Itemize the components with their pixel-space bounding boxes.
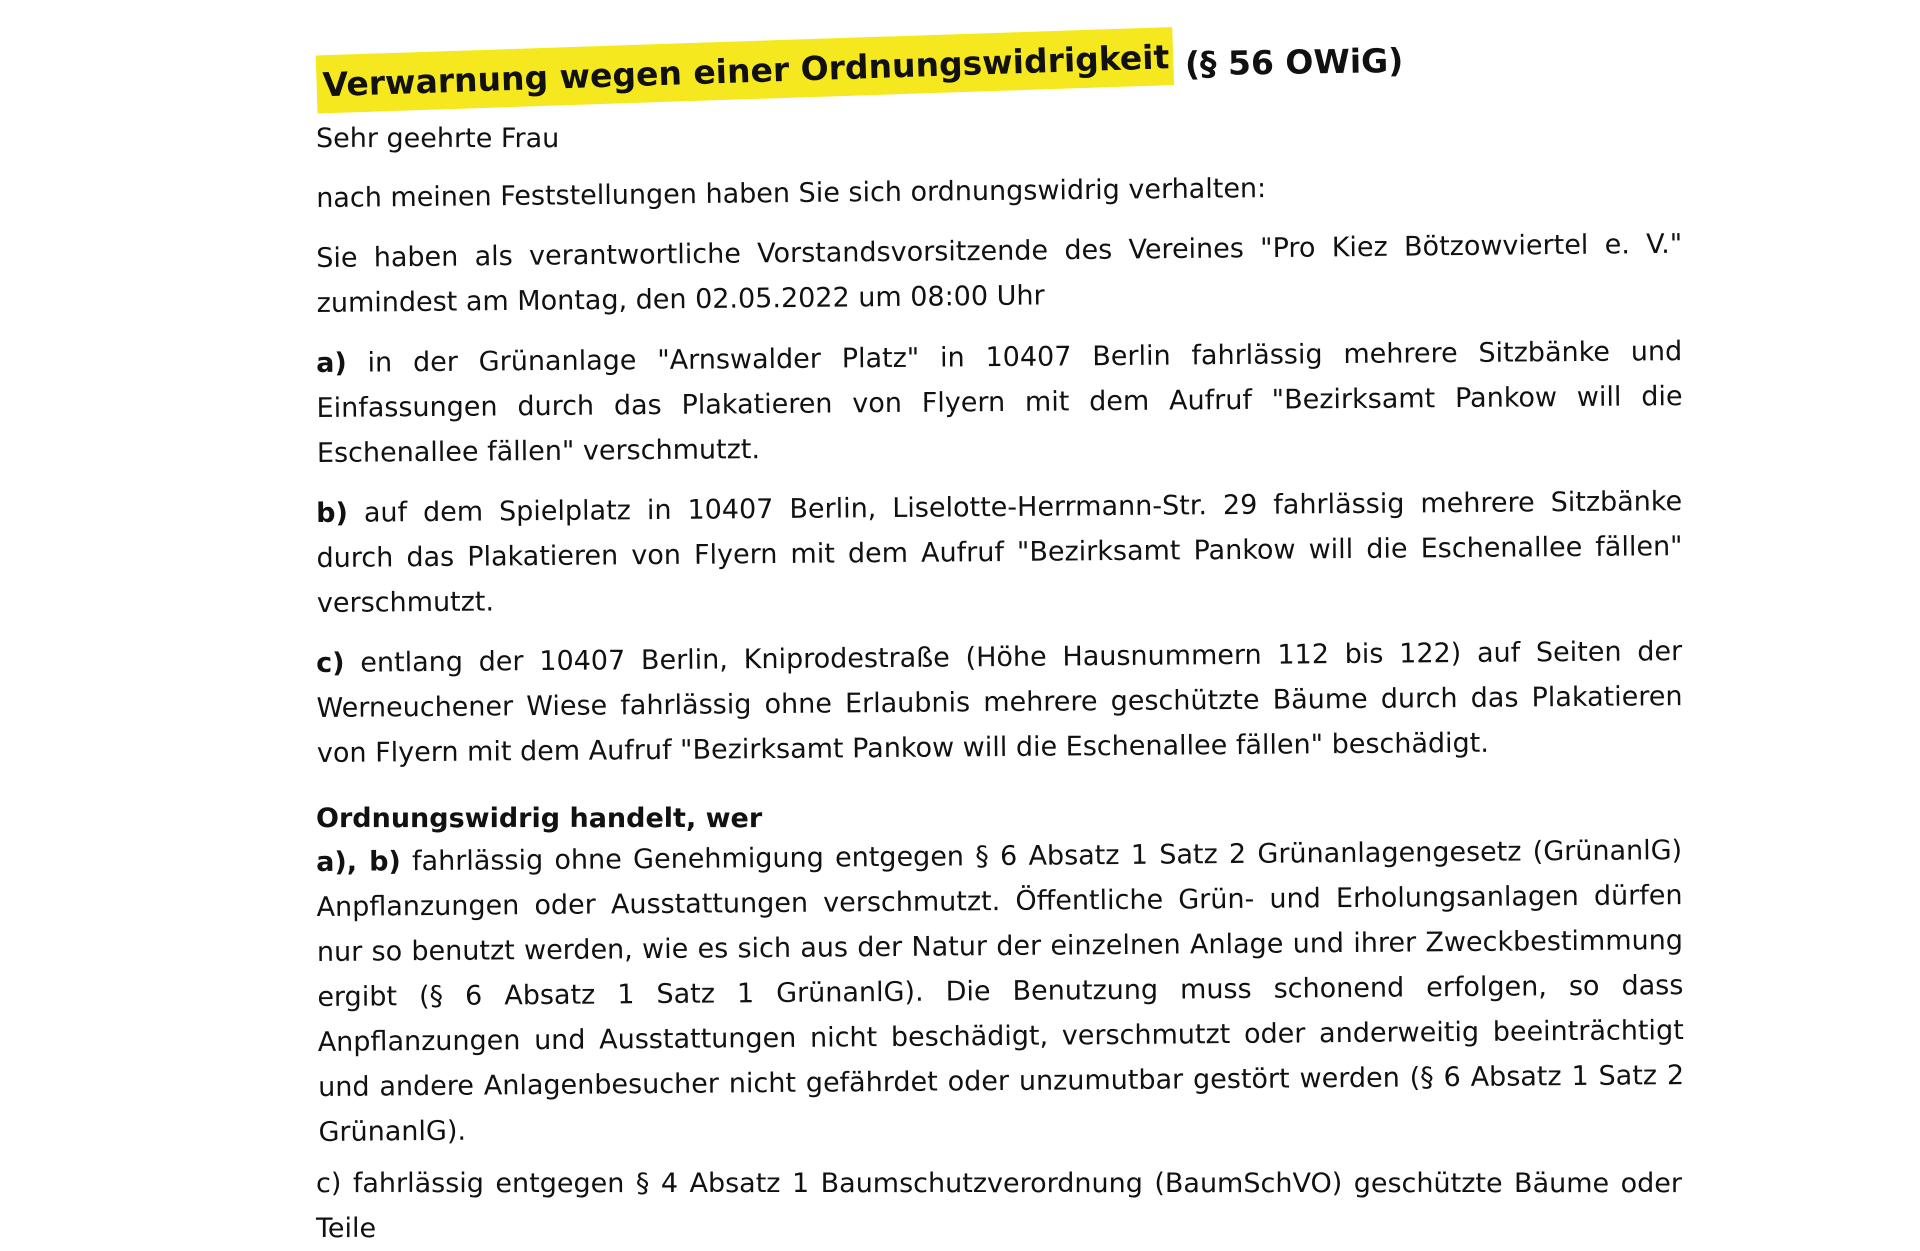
rule-text: fahrlässig ohne Genehmigung entgegen § 6 Absatz 1 Satz 2 Grünanlagengesetz (GrünanlG) Anpflanzungen oder Ausstattungen verschmutzt. Öffentliche Grün- und Erholungsanlagen dürfen nur so benutzt werden, wie es sich aus der Natur der einzelnen Anlage und ihrer Zweckbestimmung ergibt (§ 6 Absatz 1 Satz 1 GrünanlG). Die Benutzung muss schonend erfolgen, so dass Anpflanzungen und Ausstattungen nicht beschädigt, verschmutzt oder anderweitig beeinträchtigt und andere Anlagenbesucher nicht gefährdet oder unzumutbar gestört werden (§ 6 Absatz 1 Satz 2 GrünanlG). bbox=[316, 835, 1685, 1148]
title-legal-reference: (§ 56 OWiG) bbox=[1184, 40, 1404, 84]
section-heading: Ordnungswidrig handelt, wer bbox=[316, 803, 763, 834]
highlighted-title: Verwarnung wegen einer Ordnungswidrigkeit bbox=[316, 27, 1174, 113]
partial-line-container bbox=[316, 1161, 1682, 1244]
item-a bbox=[316, 329, 1683, 476]
statement-paragraph: Sie haben als verantwortliche Vorstandsvorsitzende des Vereines "Pro Kiez Bötzowviertel e. V." zumindest am Montag, den 02.05.2022 um 08:00 Uhr bbox=[316, 228, 1683, 319]
item-c-letter: c) bbox=[316, 647, 345, 679]
rule-paragraph bbox=[316, 828, 1685, 1155]
item-a-text: in der Grünanlage "Arnswalder Platz" in 10407 Berlin fahrlässig mehrere Sitzbänke und Einfassungen durch das Plakatieren von Flyern mit dem Aufruf "Bezirksamt Pankow will die Eschenallee fällen" verschmutzt. bbox=[316, 336, 1683, 469]
salutation: Sehr geehrte Frau bbox=[316, 123, 560, 154]
item-b-text: auf dem Spielplatz in 10407 Berlin, Liselotte-Herrmann-Str. 29 fahrlässig mehrere Sitzbänke durch das Plakatieren von Flyern mit dem Aufruf "Bezirksamt Pankow will die Eschenallee fällen" verschmutzt. bbox=[316, 486, 1683, 619]
item-c-text: entlang der 10407 Berlin, Kniprodestraße (Höhe Hausnummern 112 bis 122) auf Seiten der Werneuchener Wiese fahrlässig ohne Erlaubnis mehrere geschützte Bäume durch das Plakatieren von Flyern mit dem Aufruf "Bezirksamt Pankow will die Eschenallee fällen" beschädigt. bbox=[316, 636, 1683, 769]
item-a-letter: a) bbox=[316, 347, 347, 379]
intro-paragraph: nach meinen Feststellungen haben Sie sich ordnungswidrig verhalten: bbox=[316, 173, 1267, 214]
rule-c-partial: c) fahrlässig entgegen § 4 Absatz 1 Baumschutzverordnung (BaumSchVO) geschützte Bäume oder Teile bbox=[316, 1168, 1682, 1244]
document-title bbox=[316, 27, 1683, 106]
document-body bbox=[316, 37, 1685, 1244]
item-b bbox=[316, 479, 1683, 626]
item-c bbox=[316, 629, 1683, 776]
rule-letters: a), b) bbox=[316, 846, 401, 878]
item-b-letter: b) bbox=[316, 497, 349, 529]
